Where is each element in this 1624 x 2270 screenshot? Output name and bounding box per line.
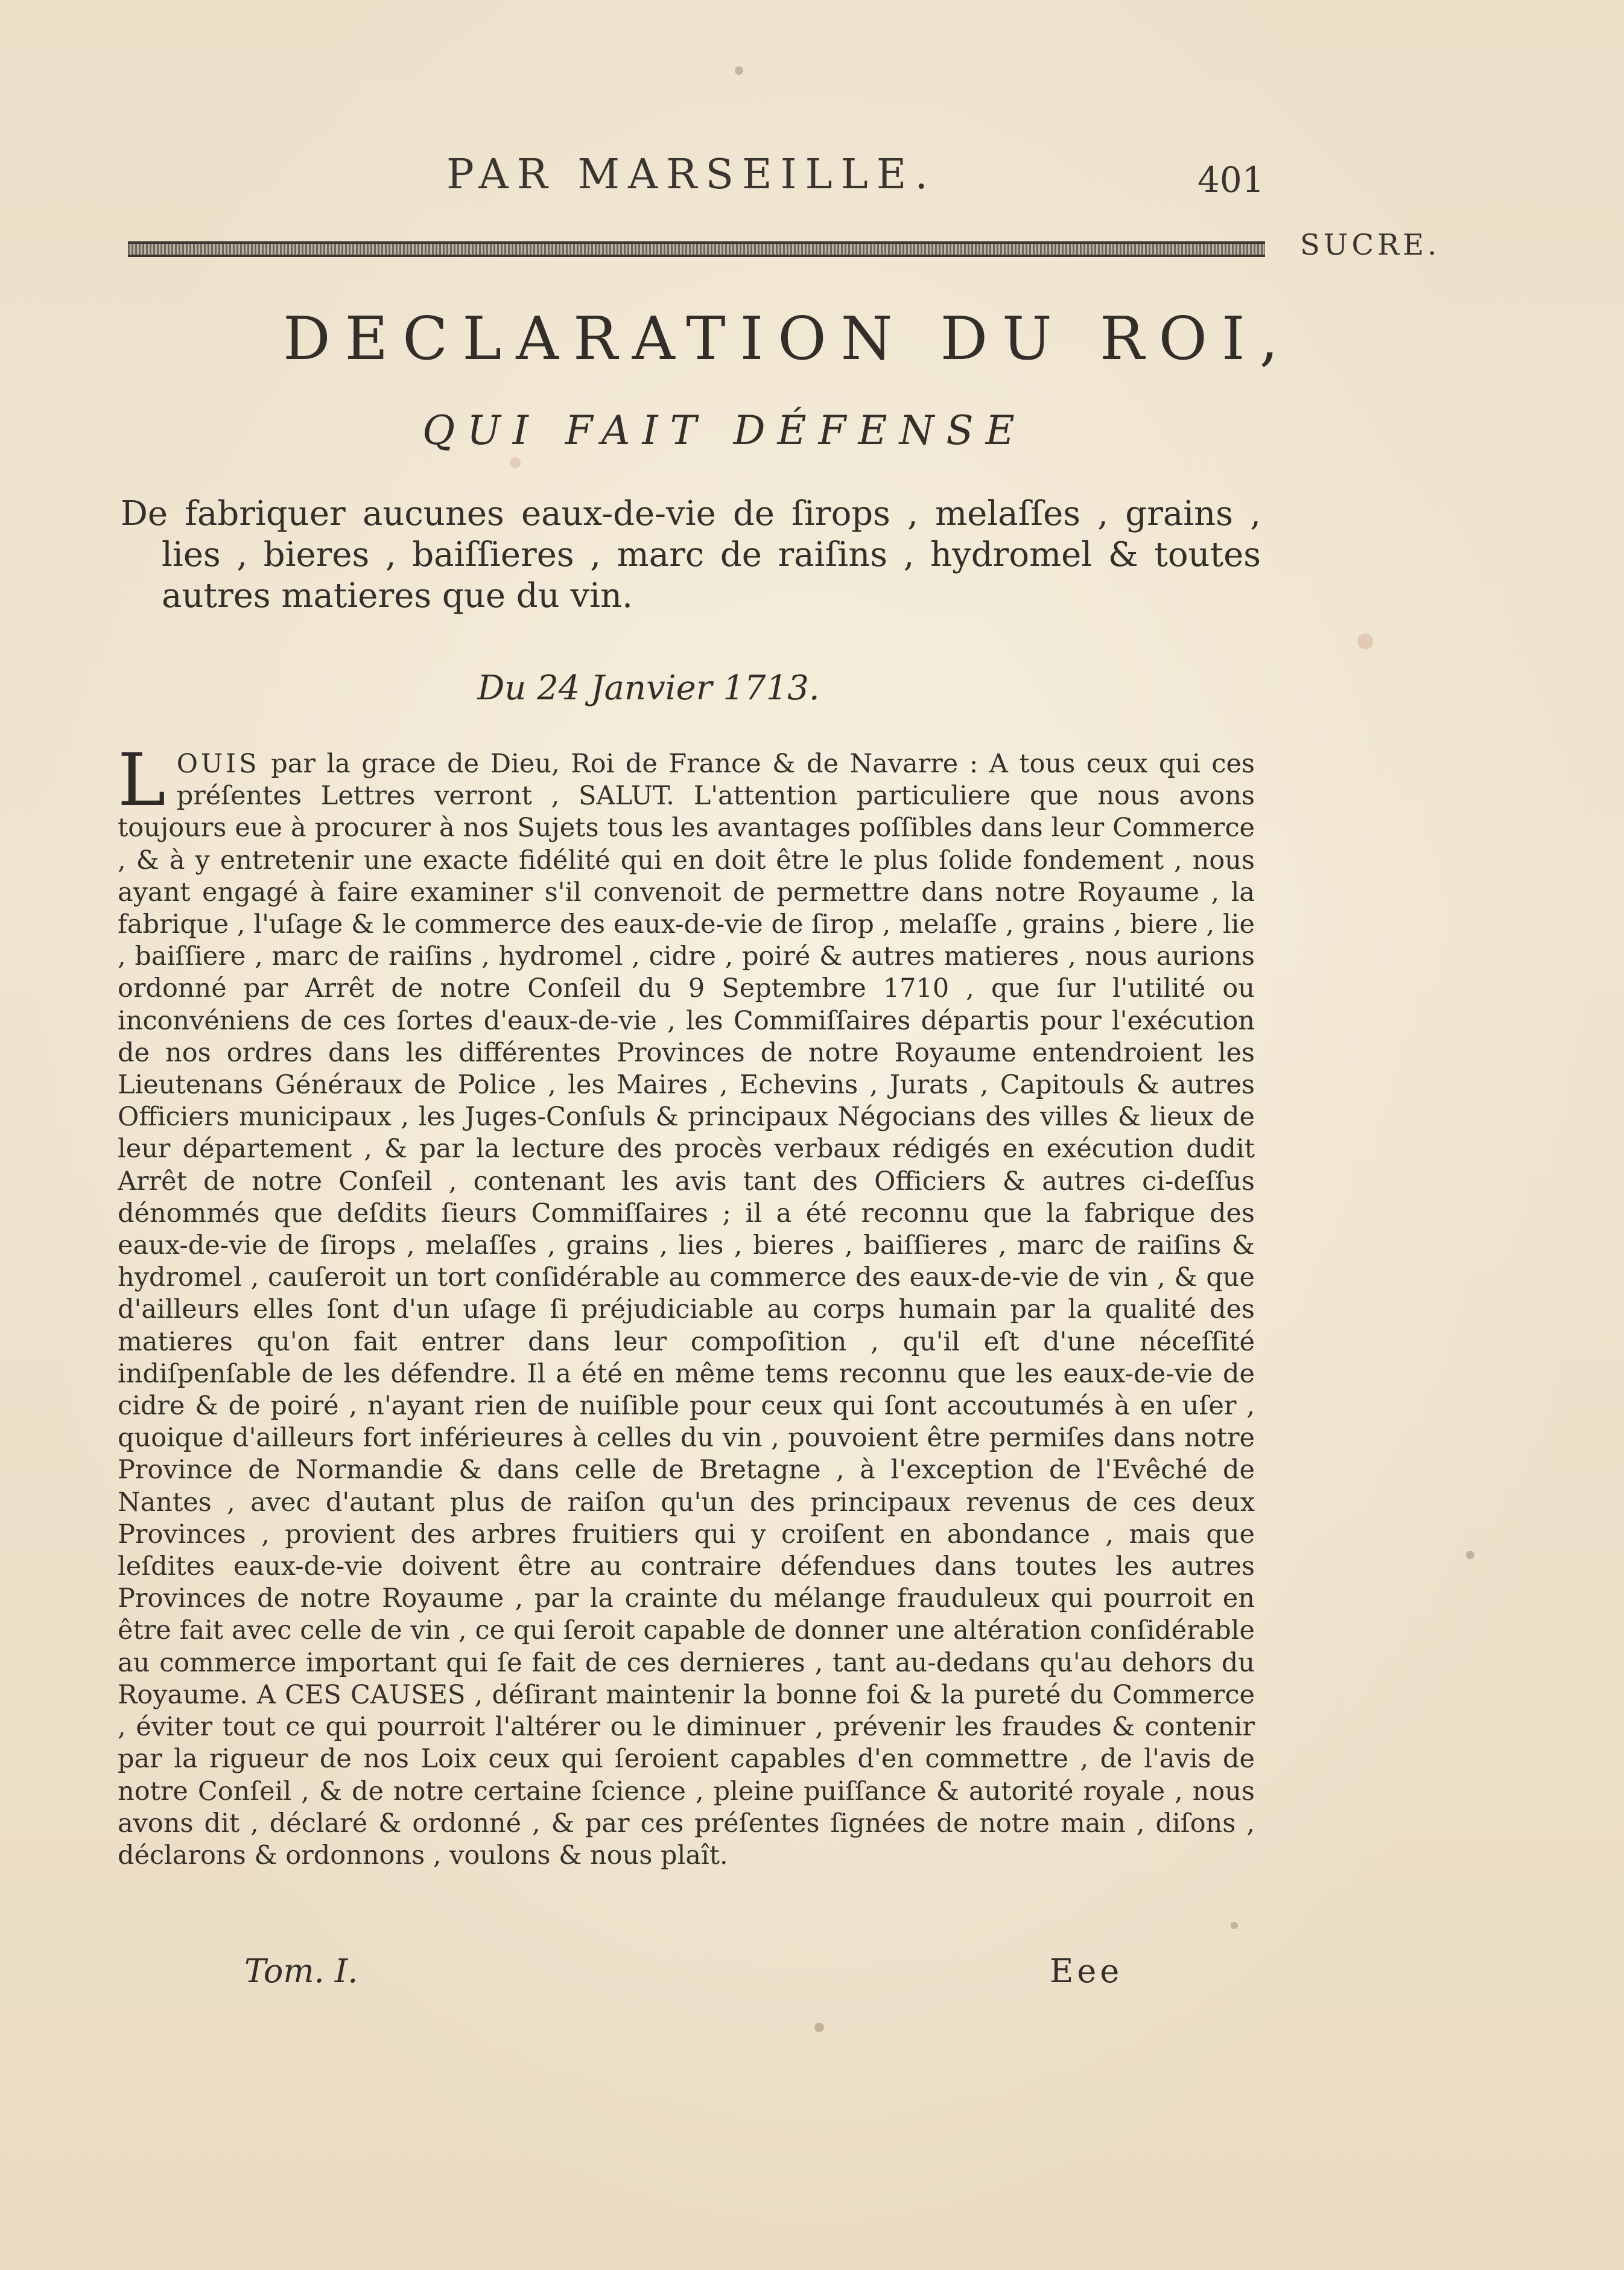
header-rule xyxy=(128,241,1265,257)
running-head: PAR MARSEILLE. xyxy=(446,151,937,199)
paper-speck xyxy=(510,457,521,468)
margin-note: SUCRE. xyxy=(1300,228,1441,262)
document-date: Du 24 Janvier 1713. xyxy=(477,669,820,708)
summary-paragraph: De fabriquer aucunes eaux-de-vie de ſirops , melaſſes , grains , lies , bieres , baiſſieres , marc de raiſins , hydromel & toutes autres matieres que du vin. xyxy=(121,494,1261,615)
body-text: par la grace de Dieu, Roi de France & de Navarre : A tous ceux qui ces préſentes Lettres verront , SALUT. L'attention particuliere que nous avons toujours eue à procurer à nos Sujets tous les avantages poſſibles dans leur Commerce , & à y entretenir une exacte fidélité qui en doit être le plus ſolide fondement , nous ayant engagé à faire examiner s'il convenoit de permettre dans notre Royaume , la fabrique , l'uſage & le commerce des eaux-de-vie de ſirop , melaſſe , grains , biere , lie , baiſſiere , marc de raiſins , hydromel , cidre , poiré & autres matieres , nous aurions ordonné par Arrêt de notre Conſeil du 9 Septembre 1710 , que ſur l'utilité ou inconvéniens de ces ſortes d'eaux-de-vie , les Commiſſaires départis pour l'exécution de nos ordres dans les différentes Provinces de notre Royaume entendroient les Lieutenans Généraux de Police , les Maires , Echevins , Jurats , Capitouls & autres Officiers municipaux , les Juges-Conſuls & principaux Négocians des villes & lieux de leur département , & par la lecture des procès verbaux rédigés en exécution dudit Arrêt de notre Conſeil , contenant les avis tant des Officiers & autres ci-deſſus dénommés que deſdits ſieurs Commiſſaires ; il a été reconnu que la fabrique des eaux-de-vie de ſirops , melaſſes , grains , lies , bieres , baiſſieres , marc de raiſins & hydromel , cauſeroit un tort conſidérable au commerce des eaux-de-vie de vin , & que d'ailleurs elles ſont d'un uſage ſi préjudiciable au corps humain par la qualité des matieres qu'on fait entrer dans leur compoſition , qu'il eſt d'une néceſſité indiſpenſable de les défendre. Il a été en même tems reconnu que les eaux-de-vie de cidre & de poiré , n'ayant rien de nuiſible pour ceux qui ſont accoutumés à en uſer , quoique d'ailleurs fort inférieures à celles du vin , pouvoient être permiſes dans notre Province de Normandie & dans celle de Bretagne , à l'exception de l'Evêché de Nantes , avec d'autant plus de raiſon qu'un des principaux revenus de ces deux Provinces , provient des arbres fruitiers qui y croiſent en abondance , mais que leſdites eaux-de-vie doivent être au contraire défendues dans toutes les autres Provinces de notre Royaume , par la crainte du mélange frauduleux qui pourroit en être fait avec celle de vin , ce qui ſeroit capable de donner une altération conſidérable au commerce important qui ſe fait de ces dernieres , tant au-dedans qu'au dehors du Royaume. A CES CAUSES , déſirant maintenir la bonne foi & la pureté du Commerce , éviter tout ce qui pourroit l'altérer ou le diminuer , prévenir les fraudes & contenir par la rigueur de nos Loix ceux qui ſeroient capables d'en commettre , de l'avis de notre Conſeil , & de notre certaine ſcience , pleine puiſſance & autorité royale , nous avons dit , déclaré & ordonné , & par ces préſentes ſignées de notre main , diſons , déclarons & ordonnons , voulons & nous plaît. xyxy=(118,749,1255,1871)
paper-speck xyxy=(735,66,743,75)
body-lead-word: OUIS xyxy=(176,749,260,779)
footer-volume: Tom. I. xyxy=(244,1952,358,1990)
document-subtitle: QUI FAIT DÉFENSE xyxy=(422,407,1027,454)
page-number: 401 xyxy=(1197,159,1264,200)
paper-speck xyxy=(1466,1551,1474,1559)
paper-speck xyxy=(814,2023,824,2032)
footer-signature-mark: Eee xyxy=(1050,1952,1123,1990)
document-title: DECLARATION DU ROI, xyxy=(283,305,1293,374)
page-header xyxy=(0,145,1624,205)
paper-speck xyxy=(1357,634,1373,649)
drop-cap: L xyxy=(118,739,166,822)
paper-speck xyxy=(1231,1922,1238,1929)
body-paragraph xyxy=(118,739,1255,1872)
